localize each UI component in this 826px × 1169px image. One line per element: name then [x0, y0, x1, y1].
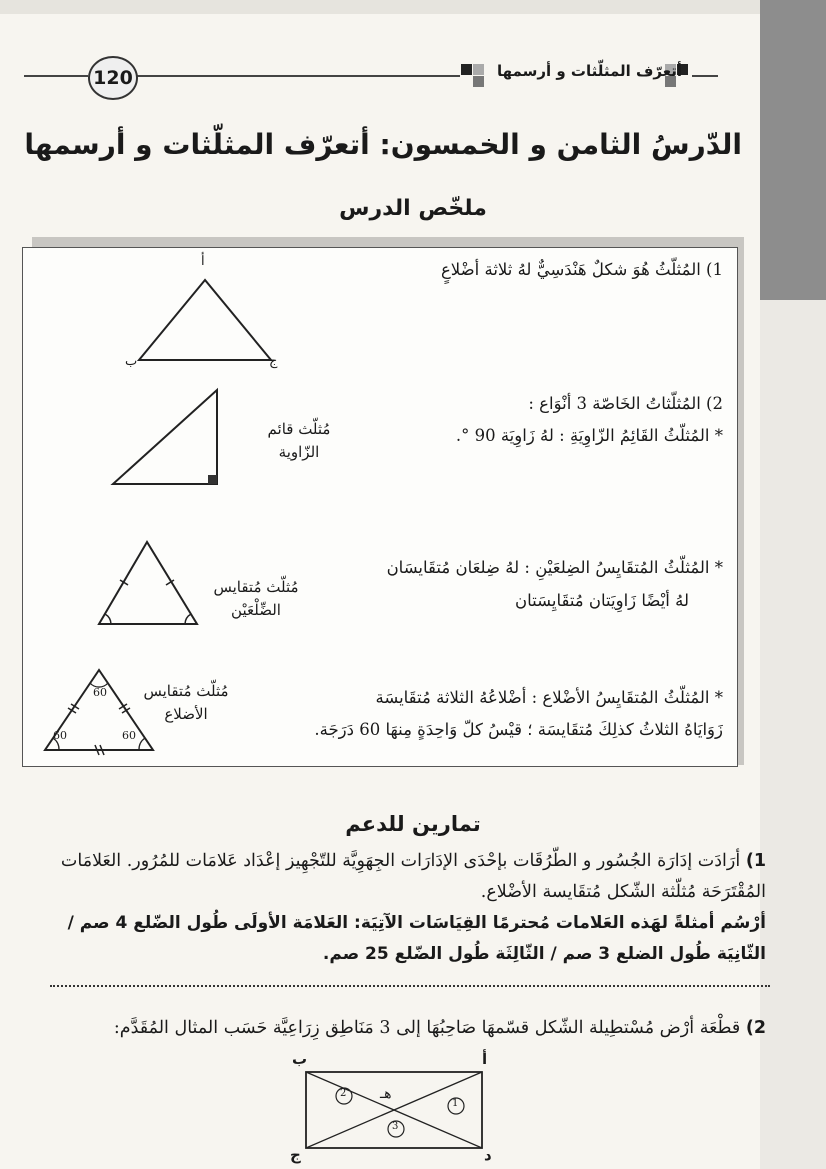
summary-title: ملخّص الدرس — [339, 196, 487, 221]
angle-label-top: 60 — [93, 686, 107, 699]
exercise-2-body: قطْعَة أرْض مُسْتطِيلة الشّكل قسّمهَا صَاحِبُهَا إلى 3 مَنَاطِق زِرَاعِيَّة حَسَب المثال المُقَدَّم: — [113, 1018, 741, 1038]
isosceles-definition-line-1: * المُثلّثُ المُتقَايِسُ الضِلعَيْنِ : لهُ ضِلعَان مُتقَايسَان — [386, 558, 723, 577]
center-label-h: هـ — [380, 1086, 392, 1102]
land-rectangle-figure — [300, 1066, 490, 1156]
right-angle-marker-icon — [208, 475, 217, 484]
right-triangle-shape — [113, 390, 217, 484]
angle-arc — [139, 738, 145, 750]
equilateral-definition-line-1: * المُثلّثُ المُتقَايِسُ الأضْلاع : أضْلاعُهُ الثلاثة مُتقَايسَة — [375, 688, 723, 707]
exercise-1-body: أرَادَت إدَارَة الجُسُور و الطّرُقَات بإحْدَى الإدَارَات الجِهَوِيَّة للتّجْهِيز إعْدَاد عَلامَات للمُرُور. العَلامَات المُقْتَرَحَة مُثلّثة الشّكل مُتقَايسة الأضْلاع. — [60, 851, 766, 902]
header-square-icon — [473, 64, 484, 75]
vertex-label-a: أ — [201, 254, 205, 269]
header-title: أتعرّف المثلّثات و أرسمها — [496, 62, 682, 80]
page-number: 120 — [88, 56, 138, 100]
general-triangle-shape — [139, 280, 271, 360]
summary-item-1: 1) المُثلّثُ هُوَ شكلٌ هَنْدَسِيٌّ لهُ ثلاثة أضْلاعٍ — [440, 260, 723, 279]
zone-3-label: 3 — [392, 1121, 399, 1132]
corner-label-a: أ — [482, 1050, 488, 1068]
zone-2-label: 2 — [340, 1088, 347, 1099]
header-rule-left — [24, 75, 88, 77]
header-square-icon — [461, 64, 472, 75]
header-square-icon — [473, 76, 484, 87]
base-angle-arc — [105, 614, 111, 624]
corner-label-c: ج — [290, 1146, 301, 1164]
corner-label-d: د — [484, 1146, 492, 1164]
angle-label-left: 60 — [53, 729, 67, 742]
isosceles-triangle-shape — [99, 542, 197, 624]
summary-item-2: 2) المُثلّثاتُ الخَاصّة 3 أنْوَاع : — [528, 394, 723, 413]
equilateral-triangle-figure — [35, 662, 165, 758]
vertex-label-b: ب — [125, 354, 138, 369]
right-triangle-label: مُثلّث قائم الزّاوية — [267, 420, 331, 462]
header-rule-right — [692, 75, 718, 77]
right-triangle-definition: * المُثلّثُ القَائِمُ الزّاوِيَةِ : لهُ زَاوِيَة 90 °. — [455, 426, 723, 445]
isosceles-triangle-figure — [89, 534, 209, 630]
section-divider — [50, 985, 770, 987]
exercise-2-text — [46, 1013, 766, 1044]
general-triangle-figure — [123, 258, 293, 378]
edge-tab — [760, 0, 826, 300]
equilateral-definition-line-2: زَوَايَاهُ الثلاثُ كذلِكَ مُتقَايسَة ؛ قيْسُ كلّ وَاحِدَةٍ مِنهَا 60 دَرَجَة. — [314, 720, 723, 739]
edge-shade — [760, 300, 826, 1169]
exercise-1-text — [46, 846, 766, 908]
isosceles-definition-line-2: لهُ أيْضًا زَاوِيَتان مُتقَايِسَتان — [515, 591, 689, 610]
zone-1-label: 1 — [452, 1098, 459, 1109]
exercise-1-number: 1) — [745, 851, 766, 871]
vertex-label-c: ج — [269, 354, 278, 369]
corner-label-b: ب — [292, 1050, 308, 1068]
lesson-title: الدّرسُ الثامن و الخمسون: أتعرّف المثلّثات و أرسمها — [24, 128, 742, 161]
equilateral-triangle-label: مُثلّث مُتقايس الأضلاع — [143, 682, 229, 724]
angle-label-right: 60 — [122, 729, 136, 742]
summary-panel — [22, 247, 738, 767]
top-strip — [0, 0, 760, 14]
header-rule-mid — [136, 75, 460, 77]
isosceles-triangle-label: مُثلّث مُتقايس الضِّلْعَيْن — [213, 578, 299, 620]
right-triangle-figure — [107, 382, 237, 492]
exercise-1-task: أرْسُم أمثلةً لهَذه العَلامات مُحترمًا القِيَاسَات الآتِيَة: العَلامَة الأولَى طُول الضّلع 4 صم / الثّانِيَة طُول الضلع 3 صم / الثّالِثَة طُول الضّلع 25 صم. — [67, 913, 766, 964]
exercises-title: تمارين للدعم — [345, 812, 481, 836]
base-angle-arc — [185, 614, 191, 624]
exercise-2-number: 2) — [745, 1018, 766, 1038]
